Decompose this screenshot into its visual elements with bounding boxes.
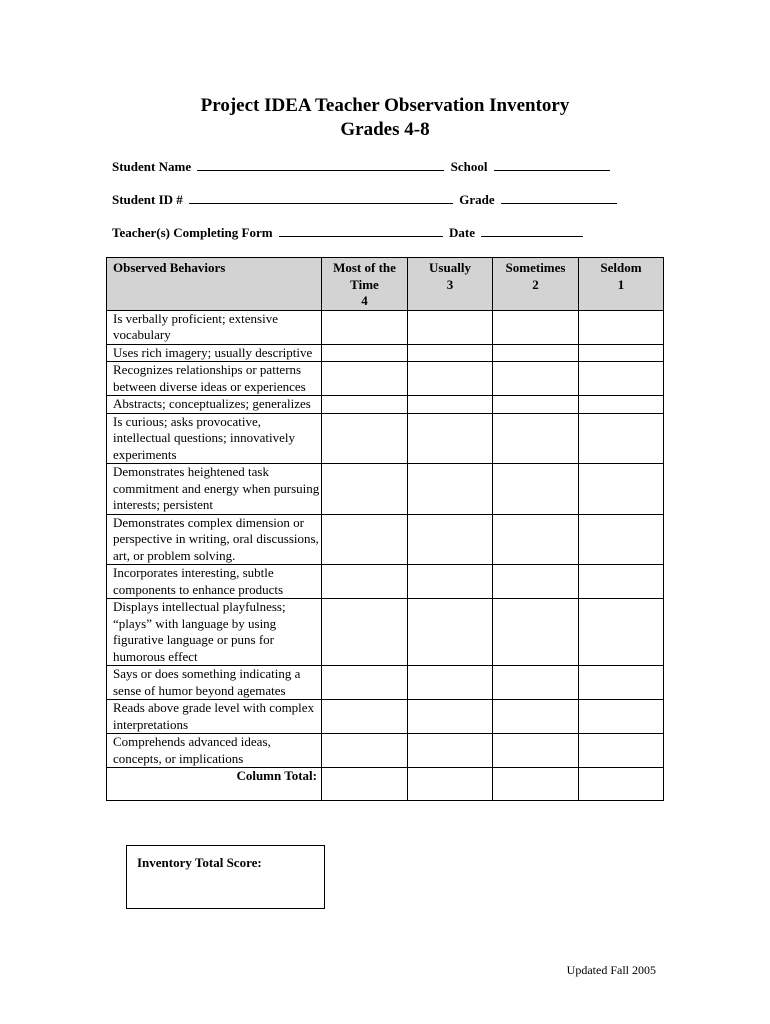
rating-cell[interactable] (493, 413, 579, 464)
rating-cell[interactable] (493, 514, 579, 565)
rating-cell[interactable] (322, 565, 408, 599)
observation-table (106, 257, 664, 801)
total-cell[interactable] (322, 768, 408, 801)
rating-cell[interactable] (493, 310, 579, 344)
grade-label: Grade (459, 192, 495, 207)
rating-cell[interactable] (579, 396, 664, 414)
rating-cell[interactable] (579, 734, 664, 768)
school-field[interactable] (494, 159, 610, 171)
header-seldom (579, 258, 664, 311)
behavior-label: Demonstrates complex dimension or perspective in writing, oral discussions, art, or problem solving. (107, 514, 322, 565)
table-row (107, 396, 664, 414)
header-sometimes-score: 2 (532, 276, 539, 292)
rating-cell[interactable] (322, 514, 408, 565)
rating-cell[interactable] (408, 396, 493, 414)
rating-cell[interactable] (493, 700, 579, 734)
rating-cell[interactable] (408, 413, 493, 464)
header-most-of-the-time-label: Most of the Time (333, 260, 396, 292)
rating-cell[interactable] (408, 565, 493, 599)
rating-cell[interactable] (322, 734, 408, 768)
rating-cell[interactable] (493, 599, 579, 666)
table-row (107, 413, 664, 464)
footer-note: Updated Fall 2005 (566, 963, 656, 977)
inventory-total-box[interactable] (126, 845, 325, 909)
rating-cell[interactable] (579, 413, 664, 464)
table-row (107, 464, 664, 515)
inventory-total-label: Inventory Total Score: (137, 855, 262, 870)
school-label: School (450, 159, 488, 174)
header-sometimes-label: Sometimes (505, 260, 566, 275)
rating-cell[interactable] (322, 310, 408, 344)
behavior-label: Abstracts; conceptualizes; generalizes (107, 396, 322, 414)
table-row (107, 362, 664, 396)
total-cell[interactable] (408, 768, 493, 801)
rating-cell[interactable] (408, 599, 493, 666)
table-row (107, 700, 664, 734)
rating-cell[interactable] (579, 344, 664, 362)
student-id-label: Student ID # (112, 192, 183, 207)
total-cell[interactable] (579, 768, 664, 801)
rating-cell[interactable] (322, 666, 408, 700)
header-usually-score: 3 (446, 276, 454, 292)
behavior-label: Reads above grade level with complex interpretations (107, 700, 322, 734)
rating-cell[interactable] (408, 666, 493, 700)
header-seldom-label: Seldom (600, 260, 642, 275)
rating-cell[interactable] (579, 666, 664, 700)
behavior-label: Comprehends advanced ideas, concepts, or implications (107, 734, 322, 768)
table-row (107, 514, 664, 565)
table-row (107, 599, 664, 666)
header-most-of-the-time-score: 4 (361, 293, 368, 308)
rating-cell[interactable] (322, 413, 408, 464)
header-usually (408, 258, 493, 311)
rating-cell[interactable] (322, 396, 408, 414)
student-name-row (112, 159, 613, 175)
form-title: Project IDEA Teacher Observation Inventory (200, 95, 570, 116)
rating-cell[interactable] (322, 362, 408, 396)
rating-cell[interactable] (322, 344, 408, 362)
header-usually-label: Usually (429, 260, 471, 275)
rating-cell[interactable] (579, 310, 664, 344)
grade-field[interactable] (501, 192, 617, 204)
column-total-row (107, 768, 664, 801)
rating-cell[interactable] (408, 310, 493, 344)
rating-cell[interactable] (579, 514, 664, 565)
rating-cell[interactable] (493, 362, 579, 396)
rating-cell[interactable] (322, 464, 408, 515)
behavior-label: Displays intellectual playfulness; “plays” with language by using figurative language or puns for humorous effect (107, 599, 322, 666)
rating-cell[interactable] (408, 344, 493, 362)
rating-cell[interactable] (408, 700, 493, 734)
table-row (107, 344, 664, 362)
behavior-label: Uses rich imagery; usually descriptive (107, 344, 322, 362)
rating-cell[interactable] (408, 464, 493, 515)
rating-cell[interactable] (579, 362, 664, 396)
rating-cell[interactable] (579, 464, 664, 515)
rating-cell[interactable] (493, 344, 579, 362)
rating-cell[interactable] (579, 599, 664, 666)
form-subtitle: Grades 4-8 (340, 119, 430, 140)
student-name-field[interactable] (197, 159, 444, 171)
behavior-label: Says or does something indicating a sense of humor beyond agemates (107, 666, 322, 700)
table-header-row (107, 258, 664, 311)
behavior-label: Is curious; asks provocative, intellectual questions; innovatively experiments (107, 413, 322, 464)
rating-cell[interactable] (322, 599, 408, 666)
table-row (107, 666, 664, 700)
student-id-field[interactable] (189, 192, 453, 204)
rating-cell[interactable] (579, 565, 664, 599)
header-sometimes (493, 258, 579, 311)
behavior-label: Is verbally proficient; extensive vocabulary (107, 310, 322, 344)
student-id-row (112, 192, 620, 208)
rating-cell[interactable] (408, 362, 493, 396)
behavior-label: Incorporates interesting, subtle components to enhance products (107, 565, 322, 599)
rating-cell[interactable] (493, 396, 579, 414)
column-total-label: Column Total: (107, 768, 322, 801)
header-seldom-score: 1 (617, 276, 625, 292)
rating-cell[interactable] (579, 700, 664, 734)
header-most-of-the-time (322, 258, 408, 311)
behavior-label: Recognizes relationships or patterns between diverse ideas or experiences (107, 362, 322, 396)
rating-cell[interactable] (408, 514, 493, 565)
table-row (107, 310, 664, 344)
rating-cell[interactable] (408, 734, 493, 768)
rating-cell[interactable] (493, 666, 579, 700)
total-cell[interactable] (493, 768, 579, 801)
rating-cell[interactable] (493, 464, 579, 515)
rating-cell[interactable] (493, 565, 579, 599)
date-label: Date (449, 225, 476, 240)
behavior-label: Demonstrates heightened task commitment and energy when pursuing interests; persistent (107, 464, 322, 515)
teachers-row (112, 225, 586, 241)
table-row (107, 565, 664, 599)
rating-cell[interactable] (493, 734, 579, 768)
date-field[interactable] (481, 225, 583, 237)
table-row (107, 734, 664, 768)
header-observed-behaviors: Observed Behaviors (107, 258, 322, 311)
student-name-label: Student Name (112, 159, 192, 174)
teachers-label: Teacher(s) Completing Form (112, 225, 273, 240)
teachers-field[interactable] (279, 225, 443, 237)
rating-cell[interactable] (322, 700, 408, 734)
